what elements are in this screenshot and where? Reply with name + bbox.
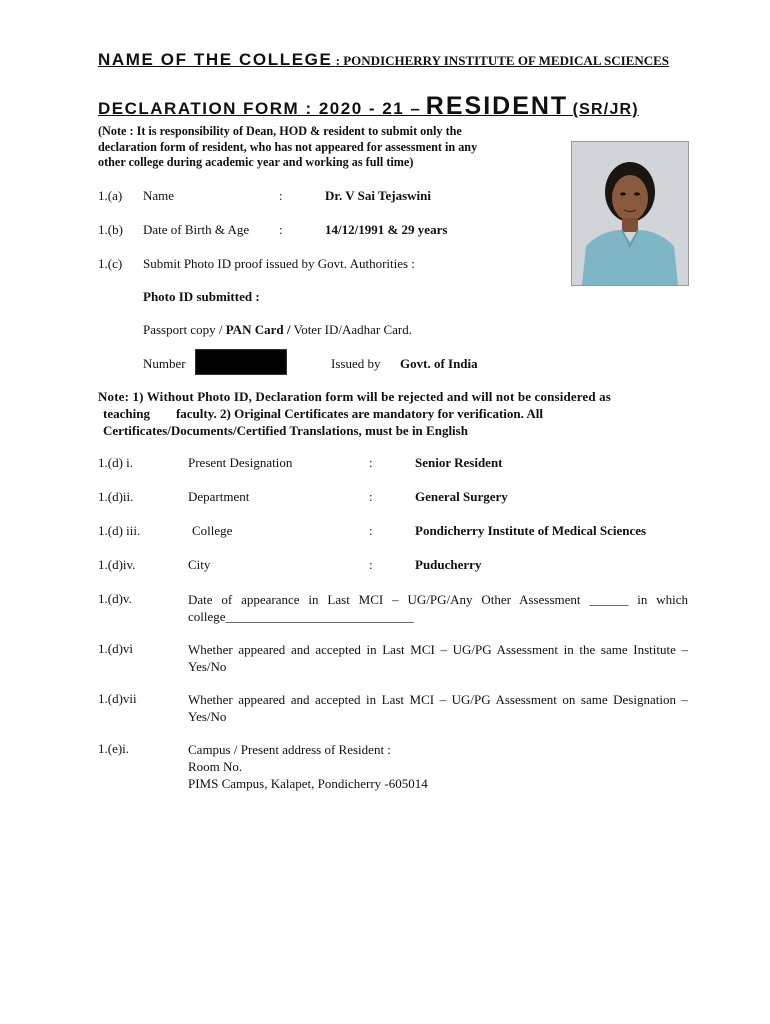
issued-by-label: Issued by xyxy=(331,356,381,371)
resident-photo xyxy=(571,141,689,286)
question-text-last-mci: Date of appearance in Last MCI – UG/PG/Any Other Assessment ______ in which college_____________________________ xyxy=(188,592,688,624)
photo-id-number-label: Number xyxy=(143,356,186,371)
note2-line-2b: faculty. 2) Original Certificates are mandatory for verification. All xyxy=(175,406,544,421)
note2-line-3: Certificates/Documents/Certified Translations, must be in English xyxy=(103,423,468,438)
note2-line-2a: teaching xyxy=(103,406,150,421)
photo-id-type-pan: PAN Card / xyxy=(225,322,291,337)
college-header xyxy=(98,50,669,70)
detail-value-college: Pondicherry Institute of Medical Sciences xyxy=(415,523,647,538)
responsibility-note xyxy=(98,124,538,171)
detail-value-designation: Senior Resident xyxy=(415,455,503,470)
detail-num-college: 1.(d) iii. xyxy=(98,523,141,538)
form-title-type: (SR/JR) xyxy=(572,101,639,118)
photo-id-note xyxy=(98,388,688,439)
note-line-2: declaration form of resident, who has not appeared for assessment in any xyxy=(98,139,478,154)
field-num-name: 1.(a) xyxy=(98,188,123,203)
address-line-3: PIMS Campus, Kalapet, Pondicherry -605014 xyxy=(188,776,428,791)
address-block xyxy=(188,741,428,792)
detail-label-department: Department xyxy=(188,489,250,504)
form-title xyxy=(98,92,639,121)
address-line-2: Room No. xyxy=(188,759,243,774)
note-line-1: (Note : It is responsibility of Dean, HOD & resident to submit only the xyxy=(98,124,462,138)
address-line-1: Campus / Present address of Resident : xyxy=(188,742,391,757)
college-label: NAME OF THE COLLEGE xyxy=(98,50,333,69)
field-value-name: Dr. V Sai Tejaswini xyxy=(325,188,431,203)
question-text-same-designation: Whether appeared and accepted in Last MCI – UG/PG Assessment on same Designation – Yes/No xyxy=(188,692,688,724)
field-num-photo-id: 1.(c) xyxy=(98,256,123,271)
question-num-same-institute: 1.(d)vi xyxy=(98,641,134,656)
form-title-resident: RESIDENT xyxy=(425,92,569,120)
detail-num-city: 1.(d)iv. xyxy=(98,557,136,572)
field-label-dob: Date of Birth & Age xyxy=(143,222,250,237)
detail-colon-college: : xyxy=(369,523,373,538)
question-num-last-mci: 1.(d)v. xyxy=(98,591,132,606)
form-title-main: DECLARATION FORM : 2020 - 21 – xyxy=(98,99,422,118)
issued-by-value: Govt. of India xyxy=(400,356,478,371)
detail-colon-city: : xyxy=(369,557,373,572)
detail-value-city: Puducherry xyxy=(415,557,482,572)
photo-id-type-passport: Passport copy / xyxy=(143,322,223,337)
detail-colon-department: : xyxy=(369,489,373,504)
note2-line-1: Note: 1) Without Photo ID, Declaration form will be rejected and will not be considered as xyxy=(98,389,611,404)
detail-label-city: City xyxy=(188,557,211,572)
detail-num-department: 1.(d)ii. xyxy=(98,489,134,504)
note-line-3: other college during academic year and working as full time) xyxy=(98,155,414,169)
photo-id-types xyxy=(143,322,412,338)
photo-id-type-other: Voter ID/Aadhar Card. xyxy=(293,322,413,337)
detail-colon-designation: : xyxy=(369,455,373,470)
detail-label-college: College xyxy=(192,523,233,538)
photo-id-submitted-label: Photo ID submitted : xyxy=(143,289,260,304)
detail-value-department: General Surgery xyxy=(415,489,508,504)
detail-label-designation: Present Designation xyxy=(188,455,293,470)
address-num: 1.(e)i. xyxy=(98,741,130,756)
field-colon-dob: : xyxy=(279,222,283,237)
field-num-dob: 1.(b) xyxy=(98,222,123,237)
detail-num-designation: 1.(d) i. xyxy=(98,455,134,470)
question-num-same-designation: 1.(d)vii xyxy=(98,691,137,706)
note2-line-2 xyxy=(98,405,688,422)
college-value: : PONDICHERRY INSTITUTE OF MEDICAL SCIENCES xyxy=(335,53,670,68)
field-colon-name: : xyxy=(279,188,283,203)
redacted-id-number xyxy=(195,349,287,375)
field-value-dob: 14/12/1991 & 29 years xyxy=(325,222,448,237)
field-label-photo-id: Submit Photo ID proof issued by Govt. Authorities : xyxy=(143,256,415,271)
question-text-same-institute: Whether appeared and accepted in Last MCI – UG/PG Assessment in the same Institute – Yes/No xyxy=(188,642,688,674)
field-label-name: Name xyxy=(143,188,175,203)
